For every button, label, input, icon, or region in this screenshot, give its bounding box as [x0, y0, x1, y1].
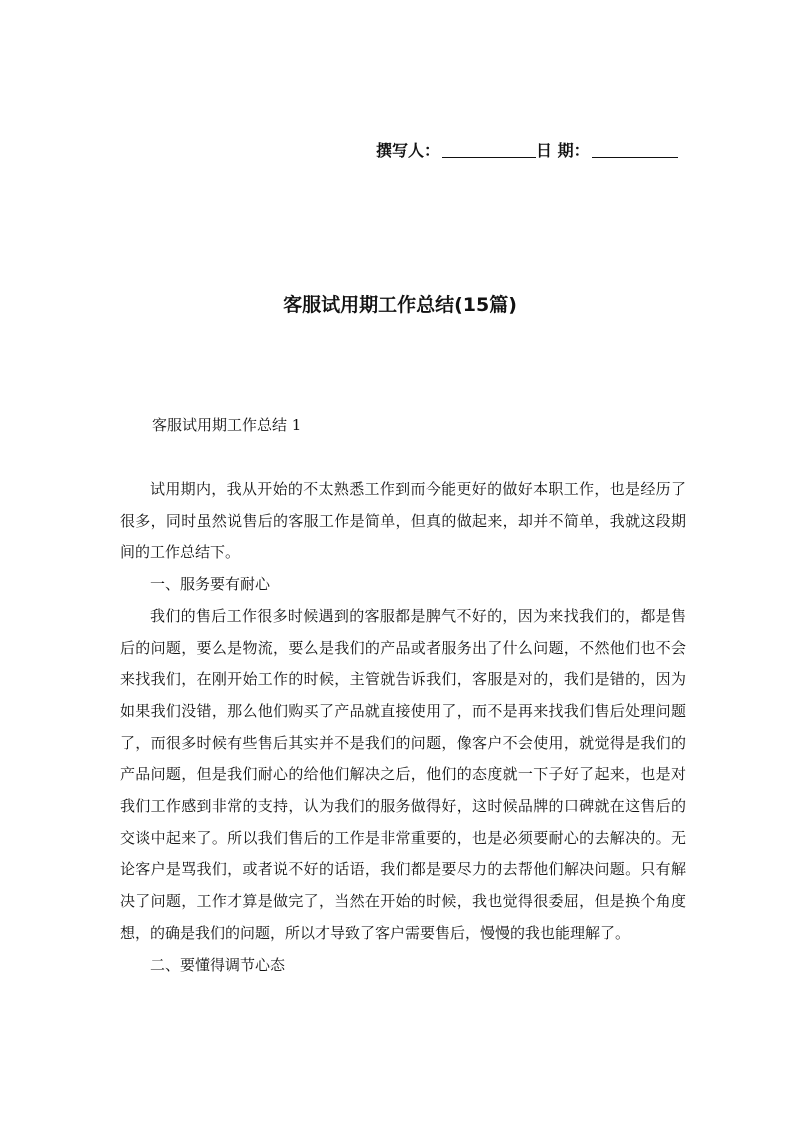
- heading-patience: 一、服务要有耐心: [150, 575, 271, 594]
- author-label: 撰写人：: [376, 141, 441, 160]
- author-blank-line: [442, 141, 536, 158]
- heading-mindset: 二、要懂得调节心态: [150, 955, 286, 974]
- document-body: [120, 474, 686, 981]
- section-title: 客服试用期工作总结 1: [152, 416, 302, 434]
- document-title: 客服试用期工作总结(15篇): [283, 294, 517, 316]
- date-blank-line: [592, 141, 678, 158]
- paragraph-intro: 试用期内，我从开始的不太熟悉工作到而今能更好的做好本职工作，也是经历了很多，同时虽然说售后的客服工作是简单，但真的做起来，却并不简单，我就这段期间的工作总结下。: [120, 480, 686, 562]
- paragraph-patience: 我们的售后工作很多时候遇到的客服都是脾气不好的，因为来找我们的，都是售后的问题，要么是物流，要么是我们的产品或者服务出了什么问题，不然他们也不会来找我们，在刚开始工作的时候，主管就告诉我们，客服是对的，我们是错的，因为如果我们没错，那么他们购买了产品就直接使用了，而不是再来找我们售后处理问题了，而很多时候有些售后其实并不是我们的问题，像客户不会使用，就觉得是我们的产品问题，但是我们耐心的给他们解决之后，他们的态度就一下子好了起来，也是对我们工作感到非常的支持，认为我们的服务做得好，这时候品牌的口碑就在这售后的交谈中起来了。所以我们售后的工作是非常重要的，也是必须要耐心的去解决的。无论客户是骂我们，或者说不好的话语，我们都是要尽力的去帮他们解决问题。只有解决了问题，工作才算是做完了，当然在开始的时候，我也觉得很委屈，但是换个角度想，的确是我们的问题，所以才导致了客户需要售后，慢慢的我也能理解了。: [120, 606, 686, 942]
- date-label: 日 期：: [536, 141, 590, 160]
- byline: [376, 140, 678, 162]
